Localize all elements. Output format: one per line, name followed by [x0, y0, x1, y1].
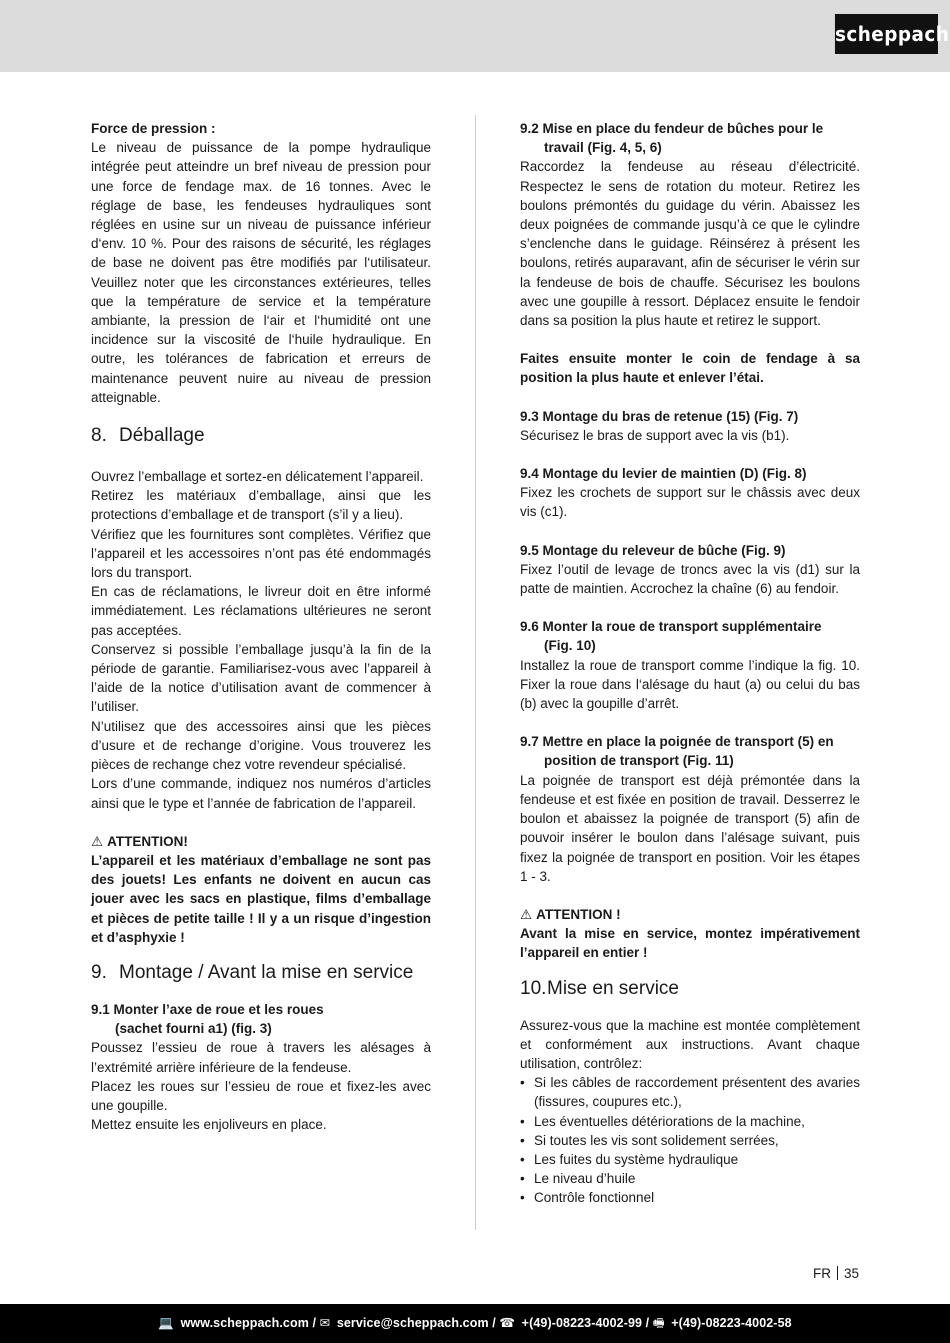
- s96-title-line1: 9.6 Monter la roue de transport supplémentaire: [520, 619, 822, 635]
- s91-title-line1: 9.1 Monter l’axe de roue et les roues: [91, 1001, 324, 1017]
- section-9-title: Montage / Avant la mise en service: [119, 961, 414, 983]
- s8-paragraph: Retirez les matériaux d’emballage, ainsi que les protections d’emballage et de transport (s’il y a lieu).: [91, 488, 431, 523]
- warning-icon: ⚠: [91, 833, 104, 849]
- page-number: [813, 1265, 859, 1283]
- s8-paragraph: Conservez si possible l’emballage jusqu’à la fin de la période de garantie. Familiarisez-vous avec l’appareil à l’aide de la notice d’utilisation avant de commencer à l’utiliser.: [91, 641, 431, 715]
- s96-text: Installez la roue de transport comme l’indique la fig. 10. Fixer la roue dans l‘alésage du haut (a) ou celui du bas (b) avec la goupille d’arrêt.: [520, 657, 860, 712]
- mail-icon: ✉: [319, 1316, 331, 1330]
- warning-icon: ⚠: [520, 906, 533, 922]
- header-bar: [0, 0, 950, 72]
- section-10-heading: [520, 977, 860, 1001]
- s95-title: 9.5 Montage du releveur de bûche (Fig. 9): [520, 542, 786, 558]
- list-item: • Les fuites du système hydraulique: [520, 1150, 860, 1169]
- warning-text: Avant la mise en service, montez impérativement l’appareil en entier !: [520, 926, 860, 961]
- page-separator: [837, 1266, 838, 1280]
- footer-email[interactable]: service@scheppach.com: [336, 1316, 489, 1330]
- s92-title-line1: 9.2 Mise en place du fendeur de bûches pour le: [520, 121, 824, 136]
- list-item: • Si les câbles de raccordement présentent des avaries (fissures, coupures etc.),: [520, 1073, 860, 1111]
- warning-text: L’appareil et les matériaux d’emballage ne sont pas des jouets! Les enfants ne doivent en aucun cas jouer avec les sacs en plastique, films d’emballage et pièces de petite taille ! Il y a un risque d’ingestion et d’asphyxie !: [91, 852, 431, 945]
- section-8-number: 8.: [91, 425, 107, 447]
- s8-paragraph: Lors d’une commande, indiquez nos numéros d’articles ainsi que le type et l’année de fabrication de l’appareil.: [91, 776, 431, 811]
- brand-logo: scheppach: [835, 14, 938, 54]
- s91-paragraph: Mettez ensuite les enjoliveurs en place.: [91, 1117, 327, 1133]
- computer-icon: 💻: [158, 1316, 174, 1330]
- s96-title: [520, 617, 860, 655]
- page-lang: FR: [812, 1266, 831, 1281]
- section-9-heading: [91, 961, 431, 985]
- section-10-title: Mise en service: [547, 977, 679, 999]
- list-item: • Le niveau d’huile: [520, 1169, 860, 1188]
- right-column: [520, 119, 860, 1208]
- s93-title: 9.3 Montage du bras de retenue (15) (Fig. 7): [520, 408, 799, 424]
- s94-title: 9.4 Montage du levier de maintien (D) (Fig. 8): [520, 466, 807, 482]
- s91-paragraph: Placez les roues sur l’essieu de roue et fixez-les avec une goupille.: [91, 1078, 431, 1113]
- left-column: [91, 119, 431, 1134]
- section-8-heading: [91, 424, 431, 448]
- s94-text: Fixez les crochets de support sur le châssis avec deux vis (c1).: [520, 485, 860, 520]
- s97-title-line1: 9.7 Mettre en place la poignée de transport (5) en: [520, 734, 834, 750]
- s92-title: [520, 119, 860, 157]
- s91-title-line2: (sachet fourni a1) (fig. 3): [115, 1021, 272, 1037]
- s93-text: Sécurisez le bras de support avec la vis (b1).: [520, 427, 790, 443]
- section-10-number: 10.: [520, 977, 547, 999]
- s92-text: Raccordez la fendeuse au réseau d’électricité. Respectez le sens de rotation du moteur. Retirez les boulons prémontés du guidage du vérin. Abaissez les deux poignées de commande jusqu’à ce que le cylindre s’enclenche dans le guidage. Réinsérez à présent les boulons, retirés auparavant, afin de sécuriser le vérin sur la fendeuse de bois de chauffe. Sécurisez les boulons avec une goupille à ressort. Déplacez ensuite le fendoir dans sa position la plus haute et retirez le support.: [520, 159, 860, 329]
- s95-text: Fixez l’outil de levage de troncs avec la vis (d1) sur la patte de maintien. Accrochez la chaîne (6) au fendoir.: [520, 561, 860, 597]
- warning-heading: [520, 905, 860, 924]
- list-item: • Si toutes les vis sont solidement serrées,: [520, 1131, 860, 1150]
- s8-paragraph: Vérifiez que les fournitures sont complètes. Vérifiez que l’appareil et les accessoires n’ont pas été endommagés lors du transport.: [91, 526, 431, 581]
- s10-checklist: [520, 1073, 860, 1207]
- s91-title: [91, 1000, 431, 1038]
- warning-title: ATTENTION !: [536, 906, 621, 922]
- list-item: • Les éventuelles détériorations de la machine,: [520, 1112, 860, 1131]
- footer-separator: /: [645, 1316, 650, 1330]
- warning-title: ATTENTION!: [107, 833, 188, 849]
- s91-paragraph: Poussez l’essieu de roue à travers les alésages à l’extrémité arrière inférieure de la fendeuse.: [91, 1040, 431, 1075]
- s97-title-line2: position de transport (Fig. 11): [544, 753, 734, 769]
- force-text: Le niveau de puissance de la pompe hydraulique intégrée peut atteindre un bref niveau de pression pour une force de fendage max. de 16 tonnes. Avec le réglage de base, les fendeuses hydrauliques sont réglées en usine sur un niveau de puissance inférieur d‘env. 10 %. Pour des raisons de sécurité, les réglages de base ne doivent pas être modifiés par l‘utilisateur. Veuillez noter que les circonstances extérieures, telles que la température de service et la température ambiante, la pression de l‘air et l‘humidité ont une incidence sur la viscosité de l‘huile hydraulique. En outre, les tolérances de fabrication et erreurs de maintenance peuvent nuire au niveau de pression atteignable.: [91, 140, 431, 405]
- list-item: • Contrôle fonctionnel: [520, 1188, 860, 1207]
- column-divider: [475, 115, 476, 1230]
- footer-separator: /: [492, 1316, 496, 1330]
- s97-title: [520, 732, 860, 770]
- section-9-number: 9.: [91, 961, 107, 983]
- footer-phone: +(49)-08223-4002-99: [521, 1316, 643, 1330]
- fax-icon: 🖷: [652, 1316, 665, 1330]
- s96-title-line2: (Fig. 10): [544, 638, 596, 654]
- s8-paragraph: Ouvrez l’emballage et sortez-en délicatement l’appareil.: [91, 469, 424, 485]
- footer-fax: +(49)-08223-4002-58: [671, 1316, 792, 1330]
- s8-paragraph: En cas de réclamations, le livreur doit en être informé immédiatement. Les réclamations ultérieures ne seront pas acceptées.: [91, 584, 431, 638]
- s97-text: La poignée de transport est déjà prémontée dans la fendeuse et est fixée en position de travail. Desserrez le boulon et abaissez la poignée de transport (5) afin de pouvoir insérer le boulon dans l’alésage suivant, puis fixez la poignée de transport en position. Voir les étapes 1 - 3.: [520, 772, 860, 884]
- force-title: Force de pression :: [91, 121, 216, 136]
- s92-title-line2: travail (Fig. 4, 5, 6): [544, 140, 662, 156]
- section-8-title: Déballage: [119, 425, 205, 447]
- footer-separator: /: [312, 1316, 317, 1330]
- s92-bold-note: Faites ensuite monter le coin de fendage à sa position la plus haute et enlever l’étai.: [520, 351, 860, 386]
- footer-bar: [0, 1304, 950, 1343]
- s8-paragraph: N’utilisez que des accessoires ainsi que les pièces d’usure et de rechange d’origine. Vous trouverez les pièces de rechange chez votre revendeur spécialisé.: [91, 718, 431, 773]
- s10-intro: Assurez-vous que la machine est montée complètement et conformément aux instructions. Avant chaque utilisation, contrôlez:: [520, 1017, 860, 1071]
- footer-website[interactable]: www.scheppach.com: [180, 1316, 309, 1330]
- phone-icon: ☎: [499, 1316, 516, 1330]
- warning-heading: [91, 832, 431, 851]
- page-num: 35: [843, 1266, 859, 1281]
